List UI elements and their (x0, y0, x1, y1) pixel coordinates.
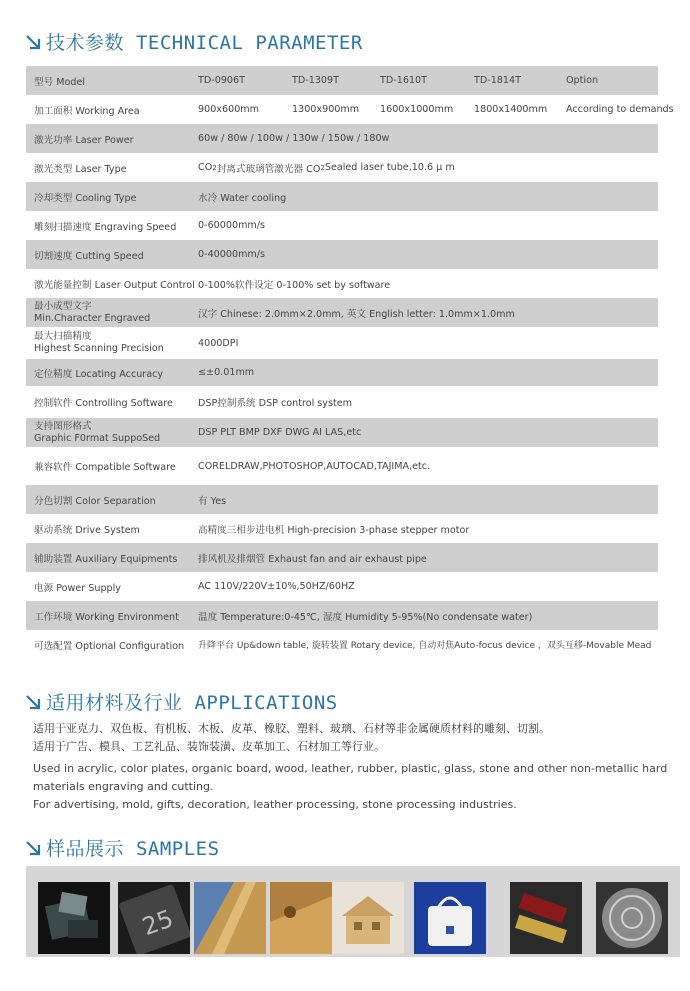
table-row-working-area (26, 95, 674, 124)
drive-value: 高精度三相步进电机 High-precision 3-phase stepper motor (198, 524, 470, 536)
sample-circuit-board-image (194, 882, 266, 954)
min-character-label-en: Min.Character Engraved (34, 312, 151, 324)
table-row-compatible (26, 447, 658, 485)
software-label: 控制软件 Controlling Software (34, 398, 173, 409)
model-label: 型号 Model (34, 76, 86, 88)
spec-table (26, 66, 674, 659)
graphic-format-label-en: Graphic F0rmat SuppoSed (34, 432, 161, 444)
model-2: TD-1309T (292, 75, 339, 86)
optional-label: 可选配置 Optional Configuration (34, 640, 185, 652)
table-row-software (26, 386, 658, 418)
table-header-row (26, 66, 658, 95)
laser-type-sub-1: 2 (212, 163, 217, 172)
drive-label: 驱动系统 Drive System (34, 524, 140, 536)
arrow-icon (24, 839, 42, 857)
model-4: TD-1814T (474, 75, 521, 86)
auxiliary-label: 辅助装置 Auxiliary Equipments (34, 553, 178, 565)
table-row-laser-power (26, 124, 658, 153)
technical-parameter-title: 技术参数 TECHNICAL PARAMETER (46, 32, 363, 54)
environment-value: 温度 Temperature:0-45℃, 湿度 Humidity 5-95%(No condensate water) (198, 611, 533, 623)
applications-heading (24, 688, 338, 715)
min-character-label-cn: 最小成型文字 (34, 300, 92, 312)
optional-value: 升降平台 Up&down table, 旋转装置 Rotary device, 自动对焦Auto-focus device ，双头互移-Movable Mead (198, 641, 652, 651)
laser-power-label: 激光功率 Laser Power (34, 134, 134, 146)
engraving-speed-label: 雕刻扫描速度 Engraving Speed (34, 221, 177, 233)
table-row-color-separation (26, 485, 658, 514)
sample-stone-number-image (118, 882, 190, 954)
table-row-output-control (26, 269, 658, 298)
arrow-icon (24, 33, 42, 51)
model-option: Option (566, 75, 599, 86)
cooling-label: 冷却类型 Cooling Type (34, 192, 137, 204)
output-control-value: 0-100%软件设定 0-100% set by software (198, 279, 391, 291)
precision-label-cn: 最大扫描精度 (34, 331, 92, 342)
samples-strip (26, 866, 680, 957)
table-row-precision (26, 327, 658, 359)
sample-wooden-house-image (332, 882, 404, 954)
table-row-min-character (26, 298, 658, 327)
table-row-engraving-speed (26, 211, 658, 240)
table-row-drive (26, 514, 658, 543)
software-value: DSP控制系统 DSP control system (198, 398, 352, 409)
compatible-label: 兼容软件 Compatible Software (34, 462, 176, 473)
output-control-label: 激光能量控制 Laser Output Control (34, 279, 195, 291)
model-1: TD-0906T (198, 75, 245, 86)
color-separation-value: 有 Yes (198, 495, 227, 507)
graphic-format-value: DSP PLT BMP DXF DWG AI LAS,etc (198, 427, 362, 438)
sample-color-plates-image (510, 882, 582, 954)
laser-power-value: 60w / 80w / 100w / 130w / 150w / 180w (198, 133, 390, 144)
compatible-value: CORELDRAW,PHOTOSHOP,AUTOCAD,TAJIMA,etc. (198, 460, 431, 472)
table-row-cutting-speed (26, 240, 658, 269)
working-area-1: 900x600mm (198, 104, 259, 115)
table-row-laser-type (26, 153, 658, 182)
precision-label (34, 327, 164, 359)
applications-en-2: For advertising, mold, gifts, decoration, leather processing, stone processing industries. (33, 798, 517, 811)
precision-value: 4000DPI (198, 337, 239, 349)
working-area-option: According to demands (566, 104, 674, 115)
working-area-3: 1600x1000mm (380, 104, 454, 115)
working-area-label: 加工面积 Working Area (34, 105, 140, 117)
working-area-4: 1800x1400mm (474, 104, 548, 115)
cooling-value: 水冷 Water cooling (198, 192, 287, 204)
laser-type-label: 激光类型 Laser Type (34, 163, 127, 175)
laser-type-pre: CO (198, 162, 213, 173)
sample-white-handbag-image (414, 882, 486, 954)
laser-type-value (198, 153, 455, 182)
samples-heading (24, 834, 220, 861)
engraving-speed-value: 0-60000mm/s (198, 220, 266, 231)
table-row-optional (26, 630, 658, 659)
sample-acrylic-model-image (38, 882, 110, 954)
sample-engraved-stone-disc-image (596, 882, 668, 954)
power-supply-value: AC 110V/220V±10%,50HZ/60HZ (198, 581, 355, 592)
table-row-power-supply (26, 572, 658, 601)
laser-type-mid: 封离式玻璃管激光器 CO (216, 163, 321, 175)
laser-type-post: Sealed laser tube,10.6 μ m (324, 162, 455, 173)
applications-title: 适用材料及行业 APPLICATIONS (46, 692, 338, 714)
applications-en-1: Used in acrylic, color plates, organic board, wood, leather, rubber, plastic, glass, stone and other non-metallic hard materials engraving and cutting. (33, 762, 668, 793)
applications-cn-2: 适用于广告、模具、工艺礼品、装饰装潢、皮革加工、石材加工等行业。 (33, 740, 385, 753)
model-3: TD-1610T (380, 75, 427, 86)
graphic-format-label-cn: 支持图形格式 (34, 420, 92, 432)
min-character-value: 汉字 Chinese: 2.0mm×2.0mm, 英文 English letter: 1.0mm×1.0mm (198, 308, 515, 320)
svg-text:25: 25 (138, 904, 177, 942)
precision-label-en: Highest Scanning Precision (34, 343, 164, 354)
table-row-accuracy (26, 359, 658, 386)
accuracy-value: ≤±0.01mm (198, 367, 255, 378)
applications-cn-1: 适用于亚克力、双色板、有机板、木板、皮革、橡胶、塑料、玻璃、石材等非金属硬质材料的雕刻、切割。 (33, 722, 550, 735)
power-supply-label: 电源 Power Supply (34, 582, 121, 594)
accuracy-label: 定位精度 Locating Accuracy (34, 368, 164, 380)
environment-label: 工作环境 Working Environment (34, 611, 179, 623)
laser-type-sub-2: 2 (320, 163, 325, 172)
technical-parameter-heading (24, 28, 363, 55)
color-separation-label: 分色切割 Color Separation (34, 495, 156, 507)
applications-text (33, 720, 683, 814)
auxiliary-value: 排风机及排烟管 Exhaust fan and air exhaust pipe (198, 553, 427, 565)
table-row-environment (26, 601, 658, 630)
cutting-speed-value: 0-40000mm/s (198, 249, 266, 260)
working-area-2: 1300x900mm (292, 104, 360, 115)
graphic-format-label (34, 418, 160, 447)
table-row-auxiliary (26, 543, 658, 572)
min-character-label (34, 298, 150, 327)
table-row-cooling (26, 182, 658, 211)
samples-title: 样品展示 SAMPLES (46, 838, 220, 860)
table-row-graphic-format (26, 418, 658, 447)
arrow-icon (24, 693, 42, 711)
cutting-speed-label: 切割速度 Cutting Speed (34, 250, 144, 262)
